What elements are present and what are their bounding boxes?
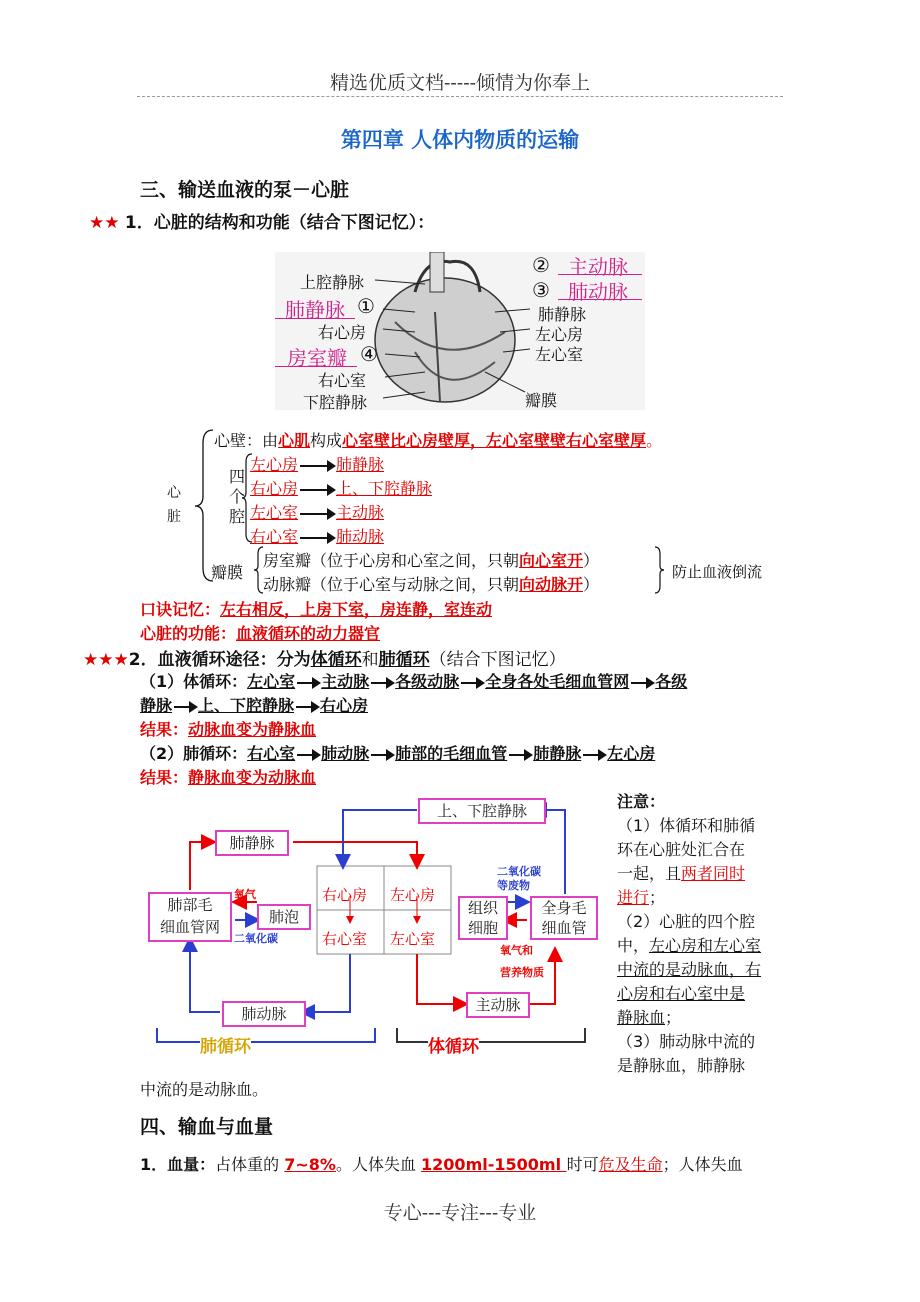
arrow-icon bbox=[297, 682, 319, 684]
wall-detail: 心室壁比心房壁厚，左心室壁壁右心室壁厚 bbox=[342, 431, 647, 450]
qiang-char: 腔 bbox=[229, 507, 246, 526]
heart-char-1: 心 bbox=[167, 485, 181, 501]
function-line: 心脏的功能：血液循环的动力器官 bbox=[140, 624, 381, 643]
heart-char-2: 脏 bbox=[167, 509, 181, 525]
pulmonary-line: （2）肺循环：右心室 肺动脉 肺部的毛细血管 肺静脉 左心房 bbox=[140, 744, 656, 763]
label-aorta: 主动脉 bbox=[568, 255, 628, 279]
label-valve: 瓣膜 bbox=[525, 391, 558, 410]
arrow-icon bbox=[297, 754, 319, 756]
label-rv: 右心室 bbox=[318, 371, 367, 390]
label-n4: ④ bbox=[360, 342, 378, 366]
box-pv: 肺静脉 bbox=[215, 830, 289, 856]
chamber-row-0: 左心房 肺静脉 bbox=[250, 455, 385, 474]
label-la: 左心房 bbox=[535, 325, 584, 344]
label-pv-right: 肺静脉 bbox=[538, 305, 587, 324]
underline-av bbox=[275, 366, 357, 367]
label-co2: 二氧化碳 bbox=[234, 932, 278, 945]
systemic-line-2: 静脉 上、下腔静脉 右心房 bbox=[140, 696, 369, 715]
valve-line-2: 动脉瓣（位于心室与动脉之间，只朝向动脉开） bbox=[263, 575, 600, 594]
box-alveoli: 肺泡 bbox=[257, 904, 311, 930]
label-av-valve: 房室瓣 bbox=[287, 346, 347, 370]
label-n2: ② bbox=[532, 253, 550, 277]
chamber-row-3: 右心室 肺动脉 bbox=[250, 527, 385, 546]
notes-title: 注意： bbox=[617, 792, 666, 811]
arrow-icon bbox=[300, 489, 334, 491]
label-co2-waste: 二氧化碳 等废物 bbox=[497, 865, 541, 892]
label-pul-circ: 肺循环 bbox=[200, 1032, 251, 1057]
arrow-icon bbox=[300, 537, 334, 539]
chamber-row-2: 左心室 主动脉 bbox=[250, 503, 385, 522]
pulmonary-result: 结果：静脉血变为动脉血 bbox=[140, 768, 317, 787]
valve-line-1: 房室瓣（位于心房和心室之间，只朝向心室开） bbox=[263, 551, 600, 570]
label-pv-left: 肺静脉 bbox=[285, 298, 345, 322]
valve-label: 瓣膜 bbox=[211, 563, 244, 582]
chapter-title: 第四章 人体内物质的运输 bbox=[340, 128, 580, 152]
notes-block: 注意： （1）体循环和肺循 环在心脏处汇合在 一起，且两者同时 进行； （2）心脏的四个腔 中，左心房和左心室 中流的是动脉血，右 心房和右心室中是 静脉血； （3）肺动脉中流的 是静脉血，肺静脉 bbox=[617, 792, 762, 1075]
label-n1: ① bbox=[357, 294, 375, 318]
item1-line bbox=[89, 208, 434, 233]
section3-title: 三、输送血液的泵－心脏 bbox=[140, 179, 350, 201]
arrow-icon bbox=[583, 754, 605, 756]
arrow-icon bbox=[461, 682, 483, 684]
page-header: 精选优质文档-----倾情为你奉上 bbox=[329, 72, 591, 94]
arrow-icon bbox=[300, 465, 334, 467]
box-tissue: 组织 细胞 bbox=[458, 896, 508, 940]
notes-tail: 中流的是动脉血。 bbox=[140, 1080, 269, 1099]
cell-lv: 左心室 bbox=[390, 930, 436, 948]
label-ra: 右心房 bbox=[318, 323, 367, 342]
arrow-icon bbox=[509, 754, 531, 756]
cell-la: 左心房 bbox=[390, 886, 436, 904]
box-aorta: 主动脉 bbox=[466, 992, 530, 1018]
page-footer: 专心---专注---专业 bbox=[383, 1202, 537, 1224]
label-ivc: 下腔静脉 bbox=[303, 393, 368, 412]
ge-char: 个 bbox=[229, 487, 246, 506]
cell-rv: 右心室 bbox=[322, 930, 368, 948]
chamber-row-1: 右心房 上、下腔静脉 bbox=[250, 479, 433, 498]
underline-aorta bbox=[558, 274, 642, 275]
star-icon: ★★★ bbox=[83, 650, 129, 670]
label-lv: 左心室 bbox=[535, 345, 584, 364]
box-pa: 肺动脉 bbox=[222, 1001, 306, 1027]
item2-line: ★★★2．血液循环途径：分为体循环和肺循环（结合下图记忆） bbox=[83, 650, 566, 670]
label-sys-circ: 体循环 bbox=[428, 1032, 479, 1057]
box-svc-ivc: 上、下腔静脉 bbox=[418, 798, 546, 824]
label-o2: 氧气 bbox=[234, 888, 256, 901]
box-body-cap: 全身毛 细血管 bbox=[530, 896, 598, 940]
four-char: 四 bbox=[229, 467, 246, 486]
star-icon: ★★ bbox=[89, 213, 120, 233]
bloodvol-line: 1．血量：占体重的 7~8%。人体失血 1200ml-1500ml 时可危及生命；人体失血 bbox=[140, 1155, 743, 1174]
label-pa: 肺动脉 bbox=[568, 280, 628, 304]
section4-title: 四、输血与血量 bbox=[140, 1116, 274, 1138]
underline-pv bbox=[275, 318, 355, 319]
item1-label: 1．心脏的结构和功能（结合下图记忆）： bbox=[124, 213, 435, 233]
underline-pa bbox=[558, 299, 642, 300]
arrow-icon bbox=[371, 754, 393, 756]
wall-line: 心壁：由心肌构成心室壁比心房壁厚，左心室壁壁右心室壁厚。 bbox=[214, 431, 663, 450]
mnemonic-line: 口诀记忆：左右相反，上房下室，房连静，室连动 bbox=[140, 600, 493, 619]
label-svc: 上腔静脉 bbox=[300, 273, 365, 292]
wall-muscle: 心肌 bbox=[278, 431, 311, 450]
prevent-brace bbox=[654, 546, 668, 594]
arrow-icon bbox=[174, 706, 196, 708]
arrow-icon bbox=[371, 682, 393, 684]
systemic-line-1: （1）体循环：左心室 主动脉 各级动脉 全身各处毛细血管网 各级 bbox=[140, 672, 688, 691]
prevent-text: 防止血液倒流 bbox=[672, 563, 763, 581]
arrow-icon bbox=[296, 706, 318, 708]
label-n3: ③ bbox=[532, 278, 550, 302]
cell-ra: 右心房 bbox=[322, 886, 368, 904]
label-o2-nutrients: 氧气和 营养物质 bbox=[500, 944, 544, 979]
arrow-icon bbox=[631, 682, 653, 684]
box-lung-cap: 肺部毛 细血管网 bbox=[148, 892, 232, 942]
arrow-icon bbox=[300, 513, 334, 515]
header-divider bbox=[137, 96, 783, 97]
systemic-result: 结果：动脉血变为静脉血 bbox=[140, 720, 317, 739]
